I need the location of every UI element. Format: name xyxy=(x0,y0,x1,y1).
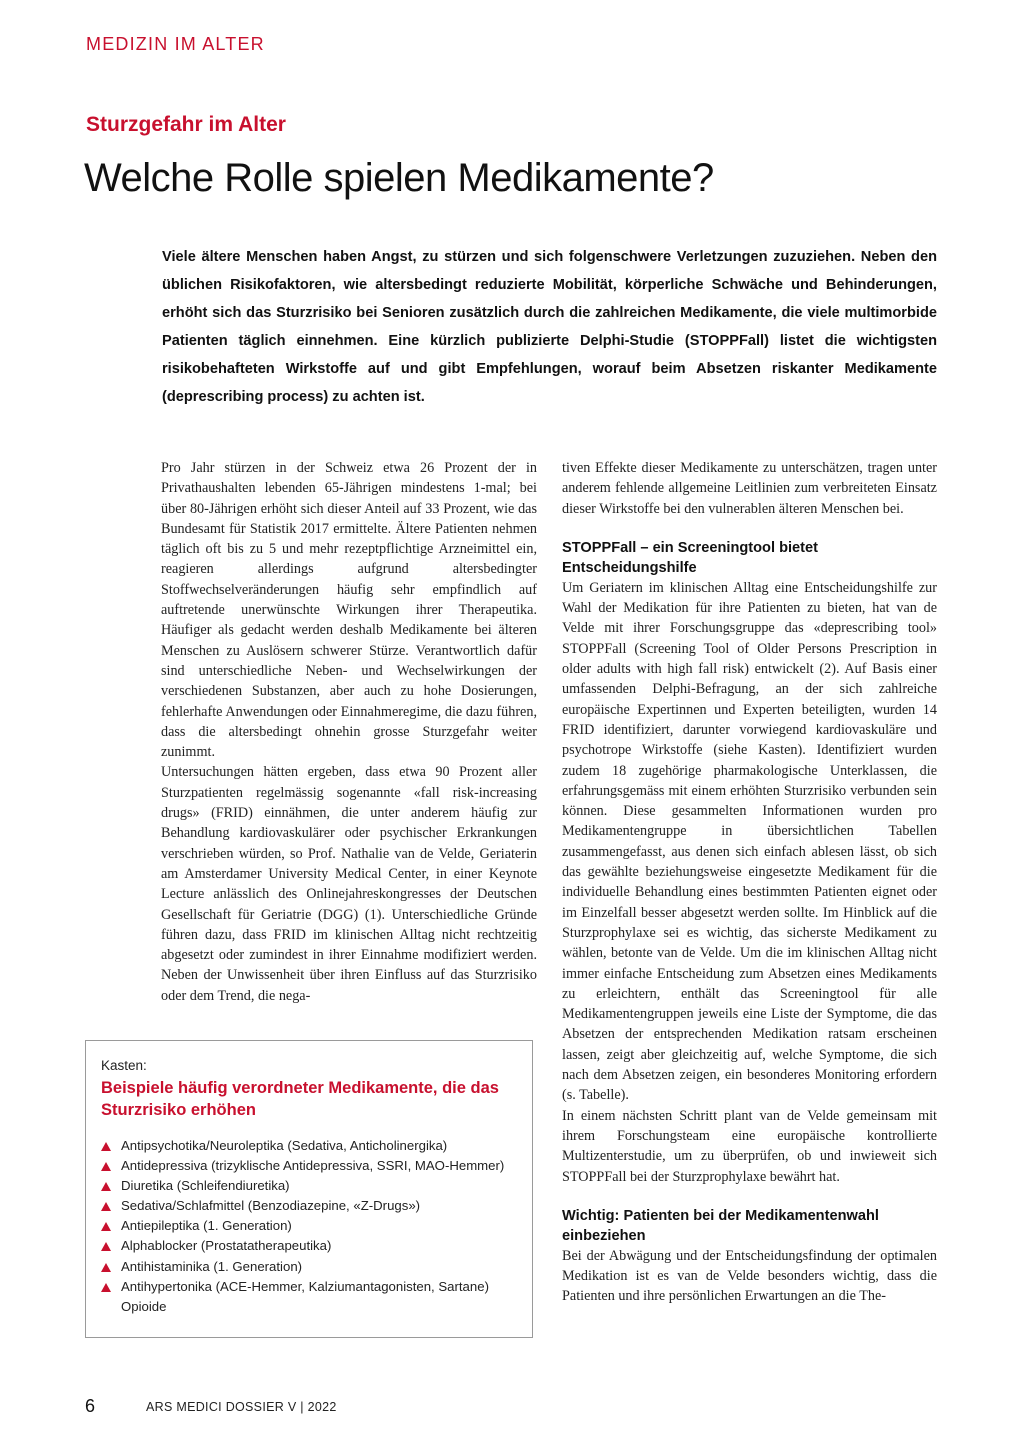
box-list-item-text: Antihypertonika (ACE-Hemmer, Kalziumantagonisten, Sartane) Opioide xyxy=(121,1278,489,1314)
box-list-item xyxy=(101,1176,517,1196)
article-lead: Viele ältere Menschen haben Angst, zu stürzen und sich folgenschwere Verletzungen zuzuziehen. Neben den üblichen Risikofaktoren, wie altersbedingt reduzierte Mobilität, körperliche Schwäche und Behinderungen, erhöht sich das Sturzrisiko bei Senioren zusätzlich durch die zahlreichen Medikamente, die viele multimorbide Patienten täglich einnehmen. Eine kürzlich publizierte Delphi-Studie (STOPPFall) listet die wichtigsten risikobehafteten Wirkstoffe auf und gibt Empfehlungen, worauf beim Absetzen riskanter Medikamente (deprescribing process) zu achten ist. xyxy=(162,249,937,405)
box-list-item xyxy=(101,1156,517,1176)
triangle-bullet-icon xyxy=(101,1283,111,1292)
box-list-item-text: Sedativa/Schlafmittel (Benzodiazepine, «Z-Drugs») xyxy=(121,1198,421,1214)
triangle-bullet-icon xyxy=(101,1242,111,1251)
box-list-item-text: Antiepileptika (1. Generation) xyxy=(121,1218,292,1234)
box-list-item xyxy=(101,1196,517,1216)
section-heading-wichtig: Wichtig: Patienten bei der Medikamentenwahl einbeziehen xyxy=(562,1207,879,1244)
body-paragraph: Untersuchungen hätten ergeben, dass etwa 90 Prozent aller Sturzpatienten regelmässig sogenannte «fall risk-increasing drugs» (FRID) einnähmen, die unter anderem häufig zur Behandlung kardiovaskulärer oder psychischer Erkrankungen verschrieben würden, so Prof. Nathalie van de Velde, Geriaterin am Amsterdamer University Medical Center, in einer Keynote Lecture anlässlich des Onlinejahreskongresses der Deutschen Gesellschaft für Geriatrie (DGG) (1). Unterschiedliche Gründe führen dazu, dass FRID im klinischen Alltag nicht rechtzeitig abgesetzt oder zumindest in ihrer Einnahme modifiziert werden. Neben der Unwissenheit über ihren Einfluss auf das Sturzrisiko oder dem Trend, die nega- xyxy=(161,764,537,1004)
article-title: Welche Rolle spielen Medikamente? xyxy=(84,156,714,200)
triangle-bullet-icon xyxy=(101,1222,111,1231)
box-list-item-text: Diuretika (Schleifendiuretika) xyxy=(121,1178,290,1194)
box-list-item xyxy=(101,1216,517,1236)
triangle-bullet-icon xyxy=(101,1162,111,1171)
box-list-item-text: Antidepressiva (trizyklische Antidepressiva, SSRI, MAO-Hemmer) xyxy=(121,1158,505,1174)
box-list-item xyxy=(101,1136,517,1156)
body-paragraph: In einem nächsten Schritt plant van de Velde gemeinsam mit ihrem Forschungsteam eine europäische kontrollierte Multizenterstudie, um zu überprüfen, ob und inwieweit sich STOPPFall bei der Sturzprophylaxe bewährt hat. xyxy=(562,1107,937,1185)
body-paragraph: Bei der Abwägung und der Entscheidungsfindung der optimalen Medikation ist es van de Velde besonders wichtig, dass die Patienten und ihre persönlichen Erwartungen an die The- xyxy=(562,1247,937,1305)
triangle-bullet-icon xyxy=(101,1202,111,1211)
triangle-bullet-icon xyxy=(101,1182,111,1191)
box-list-item-text: Antipsychotika/Neuroleptika (Sedativa, Anticholinergika) xyxy=(121,1138,448,1153)
left-column xyxy=(161,458,537,1006)
section-label: MEDIZIN IM ALTER xyxy=(86,34,265,54)
box-title: Beispiele häufig verordneter Medikamente, die das Sturzrisiko erhöhen xyxy=(101,1079,499,1119)
box-list-item xyxy=(101,1257,517,1277)
triangle-bullet-icon xyxy=(101,1142,111,1151)
article-kicker: Sturzgefahr im Alter xyxy=(86,113,286,136)
publication-info: ARS MEDICI DOSSIER V | 2022 xyxy=(146,1400,337,1414)
triangle-bullet-icon xyxy=(101,1263,111,1272)
box-label: Kasten: xyxy=(101,1058,147,1073)
body-paragraph: Pro Jahr stürzen in der Schweiz etwa 26 Prozent der in Privathaushalten lebenden 65-Jährigen mindestens 1-mal; bei über 80-Jährigen erhöht sich dieser Anteil auf 33 Prozent, wie das Bundesamt für Statistik 2017 ermittelte. Ältere Patienten nehmen täglich oft bis zu 5 und mehr rezeptpflichtige Arzneimittel ein, reagieren allerdings aufgrund altersbedingter Stoffwechselveränderungen häufig sehr empfindlich auf auftretende unerwünschte Wirkungen ihrer Therapeutika. Häufiger als gedacht werden deshalb Medikamente bei älteren Menschen zu Auslösern schwerer Stürze. Verantwortlich dafür sind unterschiedliche Neben- und Wechselwirkungen der verschiedenen Substanzen, aber auch zu hohe Dosierungen, fehlerhafte Anwendungen oder Einnahmeregime, die dazu führen, dass die altersbedingt ohnehin grosse Sturzgefahr weiter zunimmt. xyxy=(161,460,537,761)
page-number: 6 xyxy=(85,1396,96,1416)
body-paragraph: Um Geriatern im klinischen Alltag eine Entscheidungshilfe zur Wahl der Medikation für ihre Patienten zu bieten, hat van de Velde mit ihrer Forschungsgruppe das «deprescribing tool» STOPPFall (Screening Tool of Older Persons Prescription in older adults with high fall risk) entwickelt (2). Auf Basis einer umfassenden Delphi-Befragung, an der sich zahlreiche europäische Expertinnen und Experten beteiligten, wurden 14 FRID identifiziert, darunter vorwiegend kardiovaskuläre und psychotrope Wirkstoffe (siehe Kasten). Identifiziert wurden zudem 18 zugehörige pharmakologische Unterklassen, die erfahrungsgemäss mit einem erhöhten Sturzrisiko verbunden sein können. Diese gesammelten Informationen wurden pro Medikamentengruppe in übersichtlichen Tabellen zusammengefasst, aus denen sich einfach ablesen lässt, ob sich das gewählte beziehungsweise eingesetzte Medikament für die individuelle Behandlung eines bestimmten Patienten eignet oder im Einzelfall besser abgesetzt werden sollte. Im Hinblick auf die Sturzprophylaxe sei es wichtig, das sicherste Medikament zu wählen, betonte van de Velde. Um die im klinischen Alltag nicht immer einfache Entscheidung zum Absetzen eines Medikaments zu erleichtern, enthält das Screeningtool für alle Medikamentengruppen jeweils eine Liste der Symptome, die das Absetzen der entsprechenden Medikation ratsam erscheinen lassen, zeigt aber gleichzeitig auf, welche Symptome, die sich nach dem Absetzen zeigen, ein besonderes Monitoring erfordern (s. Tabelle). xyxy=(562,579,937,1104)
section-heading-stoppfall: STOPPFall – ein Screeningtool bietet Entscheidungshilfe xyxy=(562,539,818,576)
info-box xyxy=(85,1040,533,1338)
box-list-item xyxy=(101,1236,517,1256)
box-list-item-text: Antihistaminika (1. Generation) xyxy=(121,1258,303,1274)
box-list-item xyxy=(101,1277,517,1317)
right-column xyxy=(562,458,937,1307)
box-list-item-text: Alphablocker (Prostatatherapeutika) xyxy=(121,1238,332,1254)
body-paragraph: tiven Effekte dieser Medikamente zu unterschätzen, tragen unter anderem fehlende allgemeine Leitlinien zum verbreiteten Einsatz dieser Wirkstoffe bei den vulnerablen älteren Menschen bei. xyxy=(562,460,937,517)
box-list xyxy=(101,1136,517,1317)
